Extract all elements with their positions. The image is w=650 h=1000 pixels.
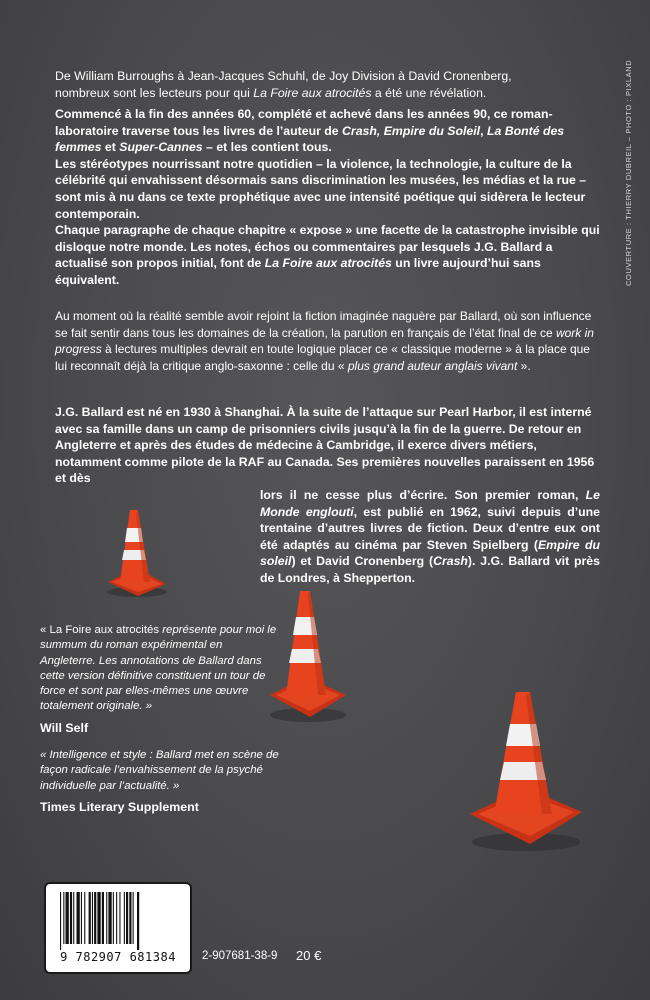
context-italic: work in progress (55, 325, 594, 357)
bio-narrow (260, 487, 600, 587)
barcode-bar (84, 892, 85, 944)
intro-line-2: nombreux sont les lecteurs pour qui (55, 86, 254, 100)
quote-will-self (40, 623, 280, 715)
bio-full-width: J.G. Ballard est né en 1930 à Shanghai. À la suite de l’attaque sur Pearl Harbor, il est interné avec sa famille dans un camp de prisonniers civils jusqu’à la fin de la guerre. De retour en Angleterre et après des études de médecine à Cambridge, il exerce divers métiers, notamment comme pilote de la RAF au Canada. Ses premières nouvelles paraissent en 1956 et dès (55, 405, 595, 486)
blurb-title: Crash, Empire du Soleil (342, 123, 481, 138)
bio-text: lors il ne cesse plus d’écrire. Son premier roman, (260, 487, 586, 502)
barcode-bar (137, 892, 139, 950)
barcode-number: 9 782907 681384 (60, 950, 176, 964)
context-text-part: Au moment où la réalité semble avoir rejoint la fiction imaginée naguère par Ballard, où son influence se fait sentir dans tous les domaines de la création, la parution en français de l’état final de ce (55, 309, 592, 340)
barcode-bar (97, 892, 100, 944)
quote-book-title: La Foire aux atrocités (49, 624, 160, 636)
barcode-bar (126, 892, 128, 944)
barcode-bar (108, 892, 111, 944)
barcode-bar (113, 892, 114, 944)
blurb-title: La Foire aux atrocités (264, 256, 392, 271)
barcode-bar (70, 892, 72, 944)
barcode-bar (73, 892, 74, 944)
barcode-bar (77, 892, 80, 944)
context-quote: plus grand auteur anglais vivant (347, 358, 518, 373)
blurb-text: Commencé à la fin des années 60, complété et achevé dans les années 90, ce roman-laboratoire traverse tous les livres de l’auteur de (55, 107, 553, 138)
barcode-bar (66, 892, 69, 944)
barcode-bar (63, 892, 64, 944)
context-text (55, 308, 600, 374)
quote-mark: « (40, 624, 50, 636)
blurb-title: Super-Cannes (119, 140, 203, 155)
bio-title: Empire du soleil (260, 537, 600, 569)
press-quotes (40, 623, 280, 827)
bio-title: Crash (433, 554, 468, 569)
cover-credit: COUVERTURE : THIERRY DUBREIL – PHOTO : PIXLAND (624, 59, 633, 286)
quote-author-tls: Times Literary Supplement (40, 799, 199, 814)
intro-book-title: La Foire aux atrocités (253, 86, 372, 100)
barcode-bar (102, 892, 104, 944)
price: 20 € (296, 948, 322, 963)
barcode-bar (129, 892, 131, 944)
barcode-bar (133, 892, 134, 944)
barcode-bar (119, 892, 120, 944)
barcode-bar (92, 892, 93, 944)
barcode-bars-icon (60, 892, 176, 950)
context-text-part: à lectures multiples devrait en toute logique placer ce « classique moderne » à la place que lui reconnaît déjà la critique anglo-saxonne : celle du « (55, 342, 590, 373)
barcode (44, 882, 192, 974)
blurb-text: – et les contient tous. (202, 140, 332, 155)
barcode-bar (124, 892, 125, 944)
isbn: 2-907681-38-9 (202, 950, 278, 962)
traffic-cone-large-icon (468, 688, 584, 852)
barcode-bar (89, 892, 91, 944)
barcode-bar (60, 892, 61, 950)
blurb-text: , (480, 123, 487, 138)
barcode-bar (106, 892, 107, 944)
blurb-bold (55, 106, 600, 289)
blurb-paragraph-1 (55, 106, 600, 156)
context-text-part: ». (517, 358, 531, 373)
quote-tls: « Intelligence et style : Ballard met en scène de façon radicale l’envahissement de la psyché individuelle par l’actualité. » (40, 749, 279, 792)
intro-line-2-end: a été une révélation. (371, 86, 487, 100)
barcode-bar (81, 892, 82, 944)
blurb-text: un livre aujourd’hui sans équivalent. (55, 256, 541, 287)
barcode-bar (94, 892, 96, 944)
barcode-bar (116, 892, 117, 944)
quote-author-will-self: Will Self (40, 720, 89, 735)
blurb-title: La Bonté des femmes (55, 123, 565, 155)
bio-title: Le Monde englouti (260, 487, 600, 519)
blurb-text: Chaque paragraphe de chaque chapitre « expose » une facette de la catastrophe invisible qui disloque notre monde. Les notes, échos ou commentaires par lesquels J.G. Ballard a actualisé son propos initial, font de (55, 223, 600, 271)
bio-text: ). J.G. Ballard vit près de Londres, à Shepperton. (260, 554, 600, 585)
context-paragraph (55, 308, 600, 374)
bio-text: ) et David Cronenberg ( (291, 554, 434, 569)
blurb-paragraph-3 (55, 222, 600, 288)
traffic-cone-small-icon (104, 506, 170, 598)
bio-text: , est publié en 1962, suivi depuis d’une trentaine d’autres livres de fiction. Deux d’entre eux ont été adaptés au cinéma par Steven Spielberg ( (260, 504, 600, 552)
blurb-text: et (101, 140, 120, 155)
intro-line-1: De William Burroughs à Jean-Jacques Schuhl, de Joy Division à David Cronenberg, (55, 69, 512, 83)
intro-paragraph (55, 68, 600, 102)
blurb-paragraph-2: Les stéréotypes nourrissant notre quotidien – la violence, la technologie, la culture de la célébrité qui envahissent désormais sans discrimination les musées, les médias et la rue – sont mis à nu dans ce texte prophétique avec une intensité poétique qui sidèrera le lecteur contemporain. (55, 156, 587, 221)
quote-text: représente pour moi le summum du roman expérimental en Angleterre. Les annotations de Ballard dans cette version définitive constituent un tour de force et sont par elles-mêmes une œuvre totalement originale. » (40, 624, 277, 713)
